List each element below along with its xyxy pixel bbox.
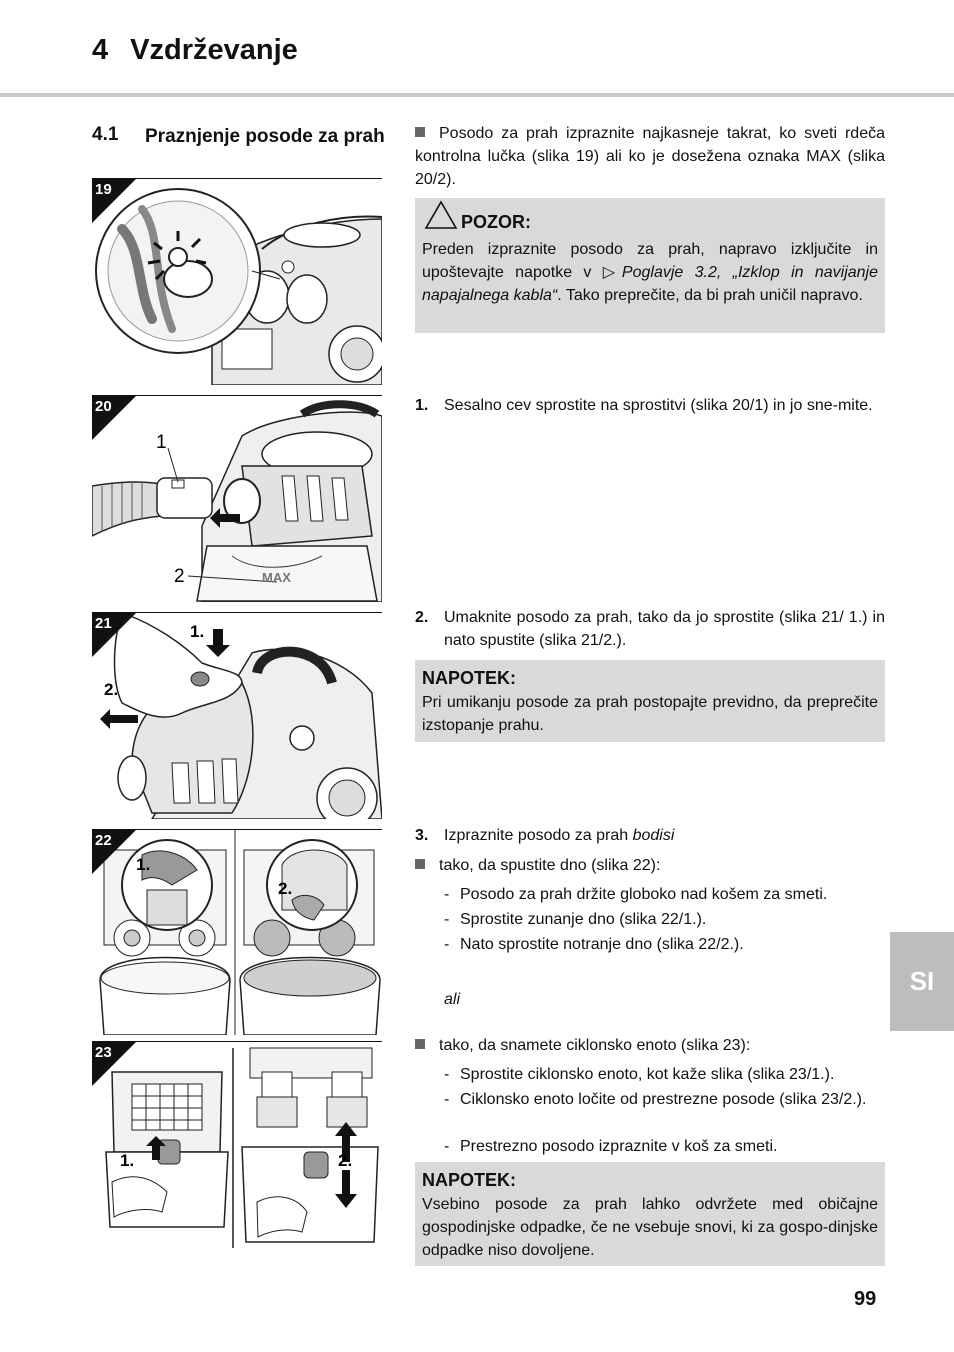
- dash-item-text: Nato sprostite notranje dno (slika 22/2.).: [460, 936, 744, 953]
- dash-item: - Ciklonsko enoto ločite od prestrezne posode (slika 23/2.).: [444, 1088, 885, 1134]
- step-2-label: 2.: [278, 879, 293, 898]
- caution-header: [422, 206, 878, 232]
- figure-number: 19: [95, 181, 112, 198]
- step-text: Izpraznite posodo za prah: [444, 827, 633, 844]
- step-text: Sesalno cev sprostite na sprostitvi (slika 20/1) in jo sne-mite.: [444, 397, 873, 414]
- section-title: Praznjenje posode za prah: [145, 126, 385, 147]
- step-1-label: 1.: [120, 1151, 135, 1170]
- dash-item-text: Posodo za prah držite globoko nad košem za smeti.: [460, 886, 828, 903]
- step-number: 3.: [415, 827, 429, 844]
- step-3: [415, 824, 885, 848]
- max-mark: MAX: [262, 570, 291, 585]
- step-1-label: 1.: [190, 622, 205, 641]
- caution-reference[interactable]: Poglavje 3.2, „Izklop in navijanje napajalnega kabla“: [422, 264, 878, 304]
- callout-2: 2: [174, 566, 185, 587]
- chapter-heading: [92, 34, 298, 67]
- note-box-2: [415, 1162, 885, 1266]
- bullet-square-icon: [415, 127, 425, 137]
- step-2: [415, 606, 885, 652]
- step-text: Umaknite posodo za prah, tako da jo sprostite (slika 21/ 1.) in nato spustite (slika 21/2.).: [444, 609, 885, 649]
- figure-22: [92, 829, 382, 1035]
- caution-text-a: Preden izpraznite posodo za prah, napravo izključite in upoštevajte napotke v: [422, 241, 878, 281]
- intro-paragraph: [415, 122, 885, 191]
- chapter-number: 4: [92, 34, 109, 66]
- option-1: [415, 854, 885, 877]
- dash-item: - Nato sprostite notranje dno (slika 22/2.).: [444, 933, 885, 956]
- dash-item-text: Sprostite ciklonsko enoto, kot kaže slika (slika 23/1.).: [460, 1066, 835, 1083]
- figure-20: [92, 395, 382, 602]
- caution-text-b: . Tako preprečite, da bi prah uničil napravo.: [557, 287, 863, 304]
- dash-item-text: Prestrezno posodo izpraznite v koš za smeti.: [460, 1138, 778, 1155]
- option-text: tako, da snamete ciklonsko enoto (slika 23):: [439, 1037, 751, 1054]
- note-heading: NAPOTEK:: [422, 668, 516, 688]
- language-tab[interactable]: SI: [890, 932, 954, 1031]
- option-2: [415, 1034, 885, 1057]
- bullet-square-icon: [415, 859, 425, 869]
- step-text-italic: bodisi: [632, 827, 675, 844]
- figure-number: 21: [95, 615, 112, 632]
- note-heading: NAPOTEK:: [422, 1170, 516, 1190]
- figure-23: [92, 1041, 382, 1248]
- intro-text: Posodo za prah izpraznite najkasneje takrat, ko sveti rdeča kontrolna lučka (slika 19) ali ko je dosežena oznaka MAX (slika 20/2).: [415, 125, 885, 188]
- step-2-label: 2.: [338, 1151, 353, 1170]
- dash-item: - Sprostite zunanje dno (slika 22/1.).: [444, 908, 885, 931]
- dash-item-text: Ciklonsko enoto ločite od prestrezne posode (slika 23/2.).: [460, 1091, 867, 1108]
- figure-21: [92, 612, 382, 819]
- caution-heading: POZOR:: [461, 212, 531, 232]
- step-number: 2.: [415, 609, 429, 626]
- figure-19: [92, 178, 382, 385]
- caution-text: [422, 238, 878, 307]
- chapter-title: Vzdrževanje: [130, 34, 298, 66]
- warning-triangle-icon: [424, 200, 458, 230]
- callout-1: 1: [156, 432, 167, 453]
- step-number: 1.: [415, 397, 429, 414]
- or-text: ali: [444, 991, 461, 1008]
- note-text: Pri umikanju posode za prah postopajte previdno, da preprečite izstopanje prahu.: [422, 694, 878, 734]
- bullet-square-icon: [415, 1039, 425, 1049]
- dash-item: - Prestrezno posodo izpraznite v koš za smeti.: [444, 1135, 885, 1158]
- figure-number: 20: [95, 398, 112, 415]
- page-number: 99: [854, 1288, 877, 1310]
- note-box-1: [415, 660, 885, 742]
- figure-number: 23: [95, 1044, 112, 1061]
- dash-item: - Posodo za prah držite globoko nad košem za smeti.: [444, 883, 885, 906]
- step-1: [415, 394, 885, 440]
- section-number: 4.1: [92, 124, 119, 145]
- step-1-label: 1.: [136, 855, 151, 874]
- reference-arrow-icon: ▷: [602, 264, 622, 281]
- note-text: Vsebino posode za prah lahko odvržete med običajne gospodinjske odpadke, če ne vsebuje snovi, ki za gospo-dinjske odpadke niso dovoljene.: [422, 1196, 878, 1259]
- option-text: tako, da spustite dno (slika 22):: [439, 857, 661, 874]
- figure-number: 22: [95, 832, 112, 849]
- dash-item-text: Sprostite zunanje dno (slika 22/1.).: [460, 911, 707, 928]
- header-rule: [0, 93, 954, 97]
- step-2-label: 2.: [104, 680, 119, 699]
- caution-box: [415, 198, 885, 333]
- dash-item: - Sprostite ciklonsko enoto, kot kaže slika (slika 23/1.).: [444, 1063, 885, 1086]
